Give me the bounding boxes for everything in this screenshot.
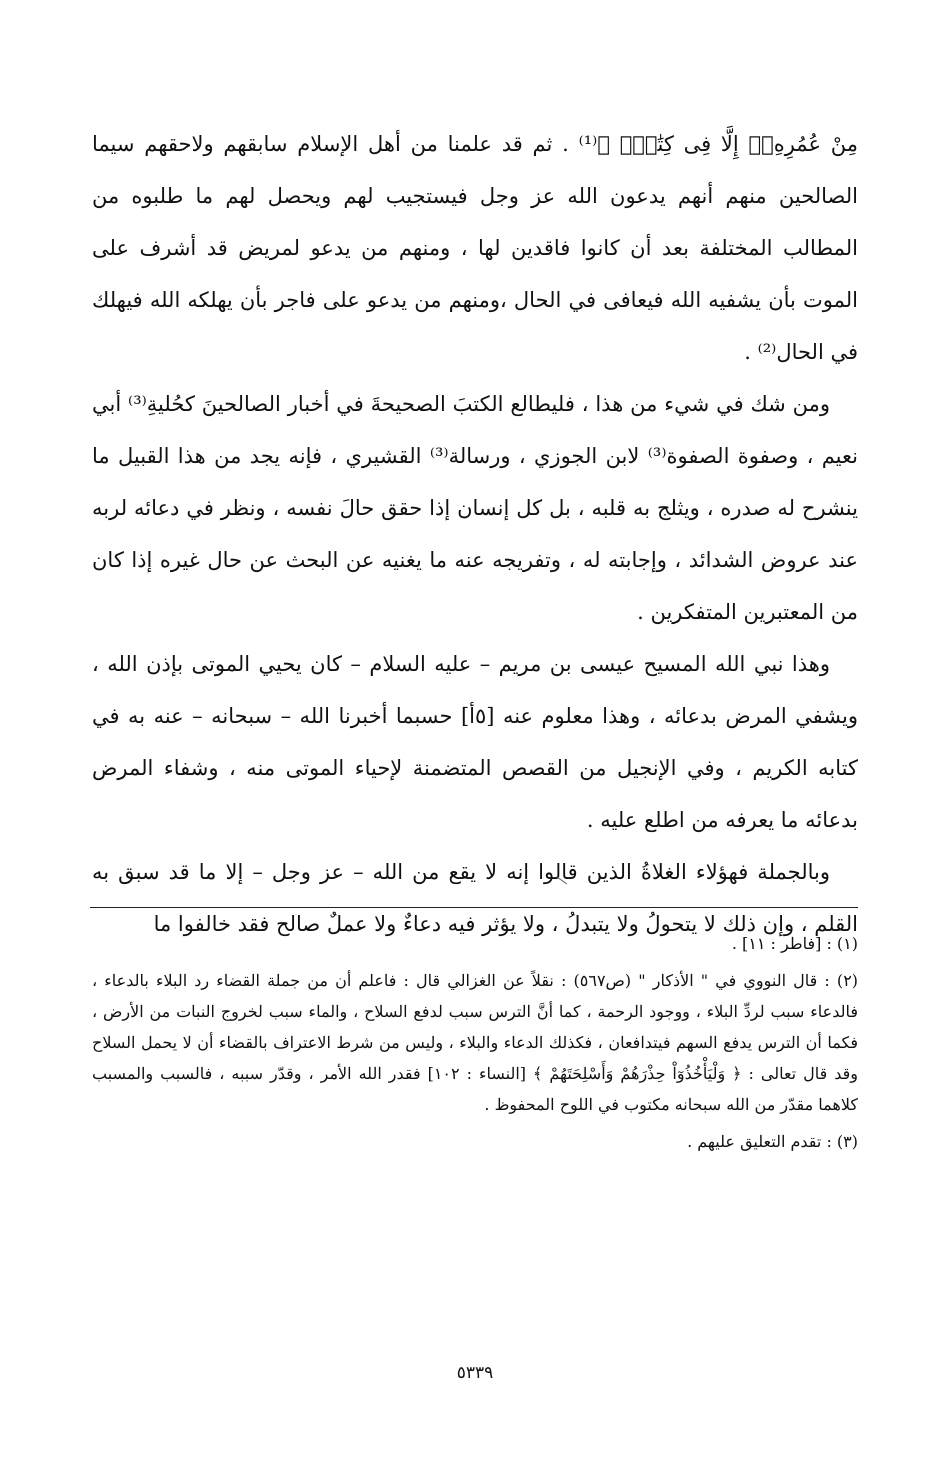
footnote-number: (١) : bbox=[826, 934, 858, 953]
page-number: ٥٣٣٩ bbox=[456, 1363, 494, 1383]
footnote-text: تقدم التعليق عليهم . bbox=[687, 1132, 822, 1151]
footnote-3 bbox=[92, 1126, 858, 1157]
footnotes-section bbox=[92, 928, 858, 1163]
footnote-divider bbox=[90, 907, 858, 908]
footnote-text: قال النووي في " الأذكار " (ص٥٦٧) : نقلاً عن الغزالي قال : فاعلم أن من جملة القضاء رد البلاء بالدعاء ، فالدعاء سبب لردِّ البلاء ، ووجود الرحمة ، كما أنَّ الترس سبب لدفع السلاح ، والماء سبب لخروج النبات من الأرض ، فكما أن الترس يدفع السهم فيتدافعان ، فكذلك الدعاء والبلاء ، وليس من شرط الاعتراف بالقضاء أن لا يحمل السلاح وقد قال تعالى : ﴿ وَلْيَأْخُذُوٓاْ حِذْرَهُمْ وَأَسْلِحَتَهُمْ ﴾ [النساء : ١٠٢] فقدر الله الأمر ، وقدّر سببه ، فالسبب والمسبب كلاهما مقدّر من الله سبحانه مكتوب في اللوح المحفوظ . bbox=[92, 971, 859, 1114]
body-paragraph-2: ومن شك في شيء من هذا ، فليطالع الكتبَ الصحيحةَ في أخبار الصالحينَ كحُليةِ⁽³⁾ أبي نعيم ، وصفوة الصفوة⁽³⁾ لابن الجوزي ، ورسالة⁽³⁾ القشيري ، فإنه يجد من هذا القبيل ما ينشرح له صدره ، ويثلج به قلبه ، بل كل إنسان إذا حقق حالَ نفسه ، ونظر في دعائه لربه عند عروض الشدائد ، وإجابته له ، وتفريجه عنه ما يغنيه عن البحث عن حال غيره إذا كان من المعتبرين المتفكرين . bbox=[92, 392, 858, 624]
footnote-number: (٢) : bbox=[824, 971, 859, 990]
body-paragraph-4: وبالجملة فهؤلاء الغلاةُ الذين قالوا إنه لا يقع من الله – عز وجل – إلا ما قد سبق به القلم ، وإن ذلك لا يتحولُ ولا يتبدلُ ، ولا يؤثر فيه دعاءٌ ولا عملٌ صالح فقد خالفوا ما bbox=[92, 860, 858, 936]
footnote-1 bbox=[92, 928, 858, 959]
body-paragraph-1: مِنْ عُمُرِهِۦٓ إِلَّا فِى كِتَٰبٍۚ ﴾⁽¹⁾ . ثم قد علمنا من أهل الإسلام سابقهم ولاحقهم سيما الصالحين منهم أنهم يدعون الله عز وجل فيستجيب لهم ويحصل لهم ما طلبوه من المطالب المختلفة بعد أن كانوا فاقدين لها ، ومنهم من يدعو لمريض قد أشرف على الموت بأن يشفيه الله فيعافى في الحال ،ومنهم من يدعو على فاجر بأن يهلكه الله فيهلك في الحال⁽²⁾ . bbox=[92, 132, 858, 364]
footnote-text: [فاطر : ١١] . bbox=[731, 934, 822, 953]
footnote-number: (٣) : bbox=[826, 1132, 858, 1151]
main-text bbox=[92, 118, 858, 950]
body-paragraph-3: وهذا نبي الله المسيح عيسى بن مريم – عليه السلام – كان يحيي الموتى بإذن الله ، ويشفي المرض بدعائه ، وهذا معلوم عنه [٥أ] حسبما أخبرنا الله – سبحانه – عنه به في كتابه الكريم ، وفي الإنجيل من القصص المتضمنة لإحياء الموتى منه ، وشفاء المرض بدعائه ما يعرفه من اطلع عليه . bbox=[92, 652, 858, 832]
footnote-2 bbox=[92, 965, 858, 1120]
